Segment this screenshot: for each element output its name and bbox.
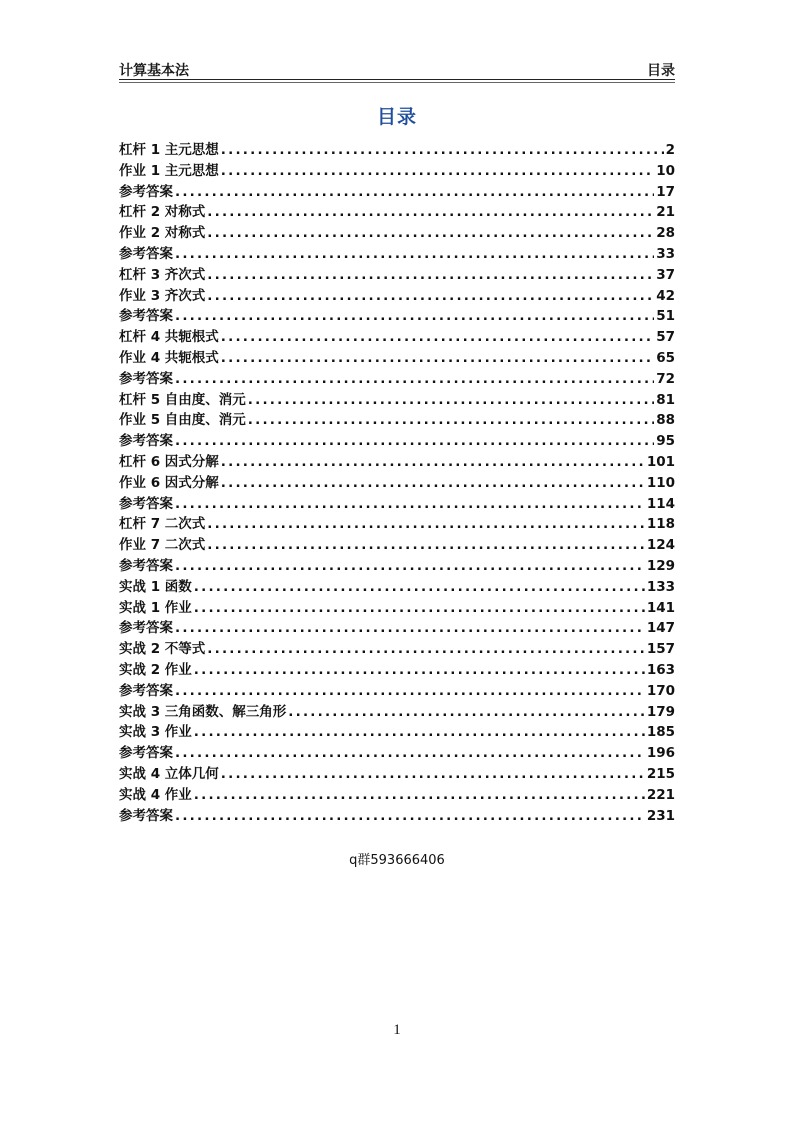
toc-entry-label: 实战 4 作业 — [119, 786, 192, 803]
toc-entry-page: 231 — [646, 807, 675, 824]
toc-entry-label: 参考答案 — [119, 682, 173, 699]
toc-dot-leader — [175, 620, 645, 636]
toc-entry-page: 10 — [656, 162, 675, 179]
toc-entry-page: 42 — [656, 287, 675, 304]
toc-entry[interactable] — [119, 762, 675, 783]
toc-dot-leader — [221, 142, 664, 158]
toc-entry-label: 作业 4 共轭根式 — [119, 349, 219, 366]
toc-entry-page: 88 — [656, 412, 675, 429]
toc-dot-leader — [221, 766, 645, 782]
toc-dot-leader — [175, 683, 645, 699]
toc-entry-label: 作业 7 二次式 — [119, 537, 206, 554]
toc-entry-label: 作业 2 对称式 — [119, 225, 206, 242]
toc-entry-page: 37 — [656, 266, 675, 283]
toc-entry[interactable] — [119, 159, 675, 180]
toc-dot-leader — [221, 475, 645, 491]
toc-dot-leader — [207, 267, 654, 283]
toc-dot-leader — [288, 704, 645, 720]
toc-entry-label: 杠杆 2 对称式 — [119, 204, 206, 221]
toc-entry-page: 133 — [646, 578, 675, 595]
toc-dot-leader — [175, 808, 645, 824]
toc-entry[interactable] — [119, 242, 675, 263]
toc-entry-page: 2 — [665, 142, 675, 158]
toc-entry-page: 170 — [646, 682, 675, 699]
toc-entry-label: 参考答案 — [119, 433, 173, 450]
toc-entry-label: 实战 2 作业 — [119, 661, 192, 678]
toc-entry-page: 28 — [656, 225, 675, 242]
toc-dot-leader — [221, 350, 654, 366]
toc-dot-leader — [207, 516, 645, 532]
page-number: 1 — [393, 1022, 401, 1038]
toc-entry-page: 95 — [656, 433, 675, 450]
toc-entry[interactable] — [119, 492, 675, 513]
toc-dot-leader — [175, 496, 645, 512]
toc-entry[interactable] — [119, 450, 675, 471]
toc-entry-label: 参考答案 — [119, 183, 173, 200]
toc-dot-leader — [194, 600, 645, 616]
toc-entry-label: 参考答案 — [119, 620, 173, 637]
toc-dot-leader — [194, 662, 645, 678]
toc-dot-leader — [248, 412, 654, 428]
toc-entry-label: 作业 6 因式分解 — [119, 474, 219, 491]
toc-dot-leader — [207, 537, 645, 553]
toc-entry[interactable] — [119, 533, 675, 554]
toc-entry-label: 实战 1 函数 — [119, 578, 192, 595]
toc-entry[interactable] — [119, 304, 675, 325]
toc-entry-page: 51 — [656, 308, 675, 325]
toc-entry-label: 参考答案 — [119, 557, 173, 574]
toc-entry-page: 129 — [646, 557, 675, 574]
toc-entry[interactable] — [119, 700, 675, 721]
toc-entry-page: 157 — [646, 641, 675, 658]
toc-entry-label: 实战 3 三角函数、解三角形 — [119, 703, 287, 720]
toc-dot-leader — [175, 308, 654, 324]
toc-dot-leader — [175, 558, 645, 574]
toc-entry-label: 实战 4 立体几何 — [119, 765, 219, 782]
toc-entry[interactable] — [119, 367, 675, 388]
toc-entry-page: 196 — [646, 745, 675, 762]
toc-dot-leader — [207, 641, 645, 657]
toc-entry-page: 72 — [656, 370, 675, 387]
toc-entry-label: 参考答案 — [119, 807, 173, 824]
toc-entry-label: 杠杆 5 自由度、消元 — [119, 391, 246, 408]
toc-entry-label: 参考答案 — [119, 245, 173, 262]
toc-dot-leader — [194, 724, 645, 740]
toc-entry-page: 81 — [656, 391, 675, 408]
toc-entry-label: 参考答案 — [119, 745, 173, 762]
toc-entry[interactable] — [119, 575, 675, 596]
toc-dot-leader — [207, 288, 654, 304]
toc-entry[interactable] — [119, 741, 675, 762]
toc-entry[interactable] — [119, 720, 675, 741]
toc-entry-page: 17 — [656, 183, 675, 200]
toc-entry-page: 141 — [646, 599, 675, 616]
toc-entry-page: 185 — [646, 724, 675, 741]
toc-entry[interactable] — [119, 804, 675, 825]
toc-entry[interactable] — [119, 429, 675, 450]
toc-entry-label: 实战 3 作业 — [119, 724, 192, 741]
toc-entry[interactable] — [119, 596, 675, 617]
toc-dot-leader — [175, 745, 645, 761]
toc-entry-page: 124 — [646, 537, 675, 554]
toc-entry[interactable] — [119, 221, 675, 242]
header-section-title: 目录 — [647, 63, 675, 79]
toc-dot-leader — [175, 433, 654, 449]
toc-entry-page: 114 — [646, 495, 675, 512]
toc-entry[interactable] — [119, 637, 675, 658]
toc-entry-label: 作业 5 自由度、消元 — [119, 412, 246, 429]
toc-entry[interactable] — [119, 138, 675, 159]
toc-entry[interactable] — [119, 180, 675, 201]
toc-entry[interactable] — [119, 783, 675, 804]
table-of-contents — [119, 138, 675, 824]
toc-entry-label: 杠杆 1 主元思想 — [119, 142, 219, 158]
toc-entry[interactable] — [119, 325, 675, 346]
contact-note: q群593666406 — [349, 853, 445, 868]
toc-entry-page: 163 — [646, 661, 675, 678]
toc-entry-page: 57 — [656, 329, 675, 346]
toc-entry[interactable] — [119, 346, 675, 367]
toc-dot-leader — [221, 454, 645, 470]
toc-entry-page: 33 — [656, 245, 675, 262]
header-book-title: 计算基本法 — [119, 63, 189, 79]
running-header — [119, 58, 675, 80]
toc-dot-leader — [248, 392, 654, 408]
toc-entry[interactable] — [119, 554, 675, 575]
header-rule-thin — [119, 82, 675, 83]
toc-entry-label: 参考答案 — [119, 308, 173, 325]
toc-entry-label: 参考答案 — [119, 370, 173, 387]
toc-entry-page: 110 — [646, 474, 675, 491]
toc-dot-leader — [175, 184, 654, 200]
toc-dot-leader — [175, 371, 654, 387]
toc-entry-label: 杠杆 3 齐次式 — [119, 266, 206, 283]
toc-entry-label: 作业 1 主元思想 — [119, 162, 219, 179]
toc-dot-leader — [221, 163, 654, 179]
toc-entry-label: 杠杆 4 共轭根式 — [119, 329, 219, 346]
toc-entry[interactable] — [119, 284, 675, 305]
toc-entry[interactable] — [119, 679, 675, 700]
toc-entry-page: 101 — [646, 453, 675, 470]
toc-entry-page: 179 — [646, 703, 675, 720]
toc-entry-label: 实战 1 作业 — [119, 599, 192, 616]
toc-entry-page: 65 — [656, 349, 675, 366]
header-rule — [119, 79, 675, 80]
toc-entry-page: 147 — [646, 620, 675, 637]
toc-entry-page: 221 — [646, 786, 675, 803]
toc-entry-page: 118 — [646, 516, 675, 533]
toc-entry[interactable] — [119, 408, 675, 429]
toc-entry-label: 作业 3 齐次式 — [119, 287, 206, 304]
toc-entry-label: 杠杆 6 因式分解 — [119, 453, 219, 470]
toc-dot-leader — [221, 329, 654, 345]
toc-title: 目录 — [376, 106, 417, 128]
toc-dot-leader — [194, 787, 645, 803]
toc-entry[interactable] — [119, 263, 675, 284]
toc-entry-label: 实战 2 不等式 — [119, 641, 206, 658]
toc-entry[interactable] — [119, 616, 675, 637]
toc-entry-page: 215 — [646, 765, 675, 782]
toc-dot-leader — [175, 246, 654, 262]
toc-entry-label: 参考答案 — [119, 495, 173, 512]
toc-entry[interactable] — [119, 658, 675, 679]
toc-entry[interactable] — [119, 200, 675, 221]
toc-dot-leader — [207, 204, 654, 220]
toc-dot-leader — [207, 225, 654, 241]
toc-entry[interactable] — [119, 388, 675, 409]
toc-entry[interactable] — [119, 512, 675, 533]
toc-dot-leader — [194, 579, 645, 595]
toc-entry-label: 杠杆 7 二次式 — [119, 516, 206, 533]
toc-entry-page: 21 — [656, 204, 675, 221]
toc-entry[interactable] — [119, 471, 675, 492]
